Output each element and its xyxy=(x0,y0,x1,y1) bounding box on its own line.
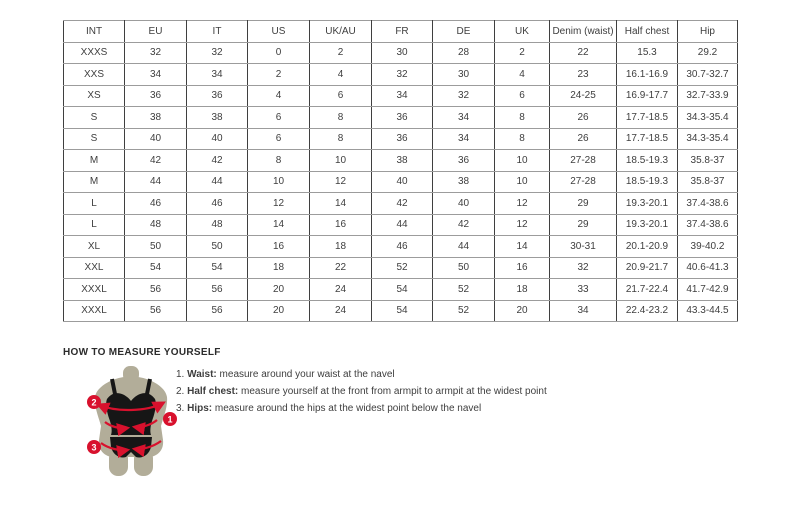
hip-badge xyxy=(87,440,101,454)
table-cell: 10 xyxy=(495,150,550,172)
table-cell: 27-28 xyxy=(550,171,617,193)
table-cell: 20 xyxy=(248,300,310,322)
table-cell: 8 xyxy=(310,107,372,129)
table-cell: 15.3 xyxy=(617,42,678,64)
table-cell: 20 xyxy=(248,279,310,301)
size-table-head xyxy=(64,21,738,43)
table-cell: 6 xyxy=(248,128,310,150)
chest-badge-number: 2 xyxy=(91,397,97,408)
table-cell: XXS xyxy=(64,64,125,86)
table-cell: XL xyxy=(64,236,125,258)
table-cell: 38 xyxy=(187,107,248,129)
table-row xyxy=(64,171,738,193)
measure-step-waist xyxy=(176,366,547,383)
table-cell: S xyxy=(64,107,125,129)
table-cell: 40 xyxy=(125,128,187,150)
table-cell: 6 xyxy=(248,107,310,129)
measure-heading: HOW TO MEASURE YOURSELF xyxy=(63,347,221,358)
table-cell: 39-40.2 xyxy=(678,236,738,258)
table-cell: 18.5-19.3 xyxy=(617,171,678,193)
table-cell: 56 xyxy=(187,279,248,301)
table-cell: 16.1-16.9 xyxy=(617,64,678,86)
table-cell: 16 xyxy=(310,214,372,236)
table-cell: 56 xyxy=(125,279,187,301)
table-cell: 42 xyxy=(433,214,495,236)
table-cell: 56 xyxy=(125,300,187,322)
header-cell: UK xyxy=(495,21,550,43)
table-cell: S xyxy=(64,128,125,150)
table-cell: 36 xyxy=(372,107,433,129)
step-text: measure around the hips at the widest point below the navel xyxy=(214,403,482,414)
table-cell: 38 xyxy=(372,150,433,172)
step-label: Half chest: xyxy=(187,386,239,397)
header-cell: DE xyxy=(433,21,495,43)
table-cell: 29.2 xyxy=(678,42,738,64)
table-cell: 36 xyxy=(433,150,495,172)
table-cell: 14 xyxy=(495,236,550,258)
table-cell: 46 xyxy=(372,236,433,258)
table-row xyxy=(64,107,738,129)
table-cell: 16 xyxy=(248,236,310,258)
table-cell: 12 xyxy=(495,214,550,236)
step-text: measure yourself at the front from armpit to armpit at the widest point xyxy=(241,386,547,397)
table-cell: 16.9-17.7 xyxy=(617,85,678,107)
table-cell: 40 xyxy=(187,128,248,150)
step-text: measure around your waist at the navel xyxy=(219,369,395,380)
table-cell: 32 xyxy=(187,42,248,64)
table-cell: 35.8-37 xyxy=(678,171,738,193)
table-cell: 34 xyxy=(372,85,433,107)
table-cell: 32 xyxy=(433,85,495,107)
table-cell: 22 xyxy=(310,257,372,279)
table-cell: XXXS xyxy=(64,42,125,64)
table-cell: 42 xyxy=(372,193,433,215)
table-cell: 14 xyxy=(310,193,372,215)
table-cell: 6 xyxy=(495,85,550,107)
table-cell: M xyxy=(64,150,125,172)
table-row xyxy=(64,193,738,215)
table-cell: 17.7-18.5 xyxy=(617,107,678,129)
table-cell: 34.3-35.4 xyxy=(678,107,738,129)
table-cell: 0 xyxy=(248,42,310,64)
table-cell: 2 xyxy=(248,64,310,86)
table-cell: 18 xyxy=(248,257,310,279)
table-cell: 48 xyxy=(125,214,187,236)
table-row xyxy=(64,300,738,322)
table-cell: 18.5-19.3 xyxy=(617,150,678,172)
table-cell: 50 xyxy=(125,236,187,258)
table-cell: 37.4-38.6 xyxy=(678,214,738,236)
table-cell: 43.3-44.5 xyxy=(678,300,738,322)
table-cell: 4 xyxy=(310,64,372,86)
table-cell: 34 xyxy=(433,107,495,129)
table-cell: 42 xyxy=(187,150,248,172)
table-row xyxy=(64,128,738,150)
table-cell: 30-31 xyxy=(550,236,617,258)
table-row xyxy=(64,42,738,64)
table-cell: 24 xyxy=(310,300,372,322)
measure-step-half-chest xyxy=(176,383,547,400)
measure-step-hips xyxy=(176,400,547,417)
table-cell: 27-28 xyxy=(550,150,617,172)
step-label: Hips: xyxy=(187,403,213,414)
table-cell: 20.1-20.9 xyxy=(617,236,678,258)
table-cell: 52 xyxy=(372,257,433,279)
table-cell: XXXL xyxy=(64,279,125,301)
table-cell: 19.3-20.1 xyxy=(617,214,678,236)
table-cell: 14 xyxy=(248,214,310,236)
table-cell: 41.7-42.9 xyxy=(678,279,738,301)
table-cell: 44 xyxy=(433,236,495,258)
table-cell: 10 xyxy=(310,150,372,172)
header-cell: Hip xyxy=(678,21,738,43)
header-cell: EU xyxy=(125,21,187,43)
table-row xyxy=(64,214,738,236)
table-cell: L xyxy=(64,214,125,236)
step-label: Waist: xyxy=(187,369,217,380)
table-cell: 32.7-33.9 xyxy=(678,85,738,107)
table-cell: 44 xyxy=(187,171,248,193)
table-cell: 26 xyxy=(550,107,617,129)
table-cell: 54 xyxy=(187,257,248,279)
table-cell: 19.3-20.1 xyxy=(617,193,678,215)
header-cell: FR xyxy=(372,21,433,43)
table-cell: XXL xyxy=(64,257,125,279)
step-number: 3. xyxy=(176,403,185,414)
table-cell: 54 xyxy=(372,279,433,301)
table-cell: 24-25 xyxy=(550,85,617,107)
table-cell: 35.8-37 xyxy=(678,150,738,172)
table-cell: 29 xyxy=(550,193,617,215)
table-cell: 23 xyxy=(550,64,617,86)
table-cell: 22.4-23.2 xyxy=(617,300,678,322)
table-cell: 2 xyxy=(310,42,372,64)
table-cell: 8 xyxy=(248,150,310,172)
table-cell: 44 xyxy=(372,214,433,236)
table-row xyxy=(64,279,738,301)
chest-badge xyxy=(87,395,101,409)
header-cell: UK/AU xyxy=(310,21,372,43)
table-cell: 40 xyxy=(433,193,495,215)
table-cell: 2 xyxy=(495,42,550,64)
table-cell: 34 xyxy=(550,300,617,322)
table-row xyxy=(64,64,738,86)
table-cell: 21.7-22.4 xyxy=(617,279,678,301)
table-cell: 8 xyxy=(310,128,372,150)
header-cell: US xyxy=(248,21,310,43)
table-cell: M xyxy=(64,171,125,193)
table-cell: 8 xyxy=(495,107,550,129)
table-cell: 26 xyxy=(550,128,617,150)
table-cell: 44 xyxy=(125,171,187,193)
table-cell: 36 xyxy=(125,85,187,107)
table-cell: L xyxy=(64,193,125,215)
table-cell: 34.3-35.4 xyxy=(678,128,738,150)
table-cell: 50 xyxy=(433,257,495,279)
table-row xyxy=(64,85,738,107)
table-cell: 36 xyxy=(187,85,248,107)
table-cell: 38 xyxy=(125,107,187,129)
header-cell: Half chest xyxy=(617,21,678,43)
size-table-body xyxy=(64,42,738,322)
table-cell: 32 xyxy=(550,257,617,279)
table-cell: 12 xyxy=(310,171,372,193)
table-cell: 16 xyxy=(495,257,550,279)
step-number: 1. xyxy=(176,369,185,380)
table-cell: 30 xyxy=(372,42,433,64)
mannequin-illustration xyxy=(84,366,178,476)
table-cell: 34 xyxy=(187,64,248,86)
table-row xyxy=(64,150,738,172)
waist-badge-number: 1 xyxy=(167,414,173,425)
table-cell: 37.4-38.6 xyxy=(678,193,738,215)
hip-badge-number: 3 xyxy=(91,442,97,453)
table-cell: 24 xyxy=(310,279,372,301)
table-cell: 56 xyxy=(187,300,248,322)
table-cell: 34 xyxy=(433,128,495,150)
table-cell: 8 xyxy=(495,128,550,150)
table-row xyxy=(64,236,738,258)
table-cell: 46 xyxy=(187,193,248,215)
table-cell: 4 xyxy=(495,64,550,86)
table-cell: 22 xyxy=(550,42,617,64)
table-cell: 34 xyxy=(125,64,187,86)
table-cell: 12 xyxy=(248,193,310,215)
header-cell: IT xyxy=(187,21,248,43)
table-cell: XS xyxy=(64,85,125,107)
header-cell: Denim (waist) xyxy=(550,21,617,43)
table-cell: 20.9-21.7 xyxy=(617,257,678,279)
table-cell: 33 xyxy=(550,279,617,301)
table-cell: 10 xyxy=(495,171,550,193)
header-cell: INT xyxy=(64,21,125,43)
table-cell: 40 xyxy=(372,171,433,193)
table-cell: 32 xyxy=(125,42,187,64)
measurement-figure xyxy=(84,366,178,476)
table-cell: 40.6-41.3 xyxy=(678,257,738,279)
table-cell: 52 xyxy=(433,300,495,322)
waist-badge xyxy=(163,412,177,426)
measure-steps xyxy=(176,366,547,417)
table-cell: 18 xyxy=(310,236,372,258)
table-cell: 48 xyxy=(187,214,248,236)
table-cell: 30 xyxy=(433,64,495,86)
header-row xyxy=(64,21,738,43)
table-cell: 54 xyxy=(372,300,433,322)
table-cell: 28 xyxy=(433,42,495,64)
table-cell: 12 xyxy=(495,193,550,215)
table-cell: 6 xyxy=(310,85,372,107)
table-cell: XXXL xyxy=(64,300,125,322)
size-table xyxy=(63,20,738,322)
table-cell: 38 xyxy=(433,171,495,193)
table-cell: 46 xyxy=(125,193,187,215)
table-cell: 54 xyxy=(125,257,187,279)
table-cell: 50 xyxy=(187,236,248,258)
table-cell: 17.7-18.5 xyxy=(617,128,678,150)
table-cell: 36 xyxy=(372,128,433,150)
table-cell: 30.7-32.7 xyxy=(678,64,738,86)
table-cell: 29 xyxy=(550,214,617,236)
step-number: 2. xyxy=(176,386,185,397)
table-cell: 20 xyxy=(495,300,550,322)
table-cell: 4 xyxy=(248,85,310,107)
table-cell: 10 xyxy=(248,171,310,193)
table-row xyxy=(64,257,738,279)
table-cell: 32 xyxy=(372,64,433,86)
table-cell: 52 xyxy=(433,279,495,301)
table-cell: 42 xyxy=(125,150,187,172)
table-cell: 18 xyxy=(495,279,550,301)
